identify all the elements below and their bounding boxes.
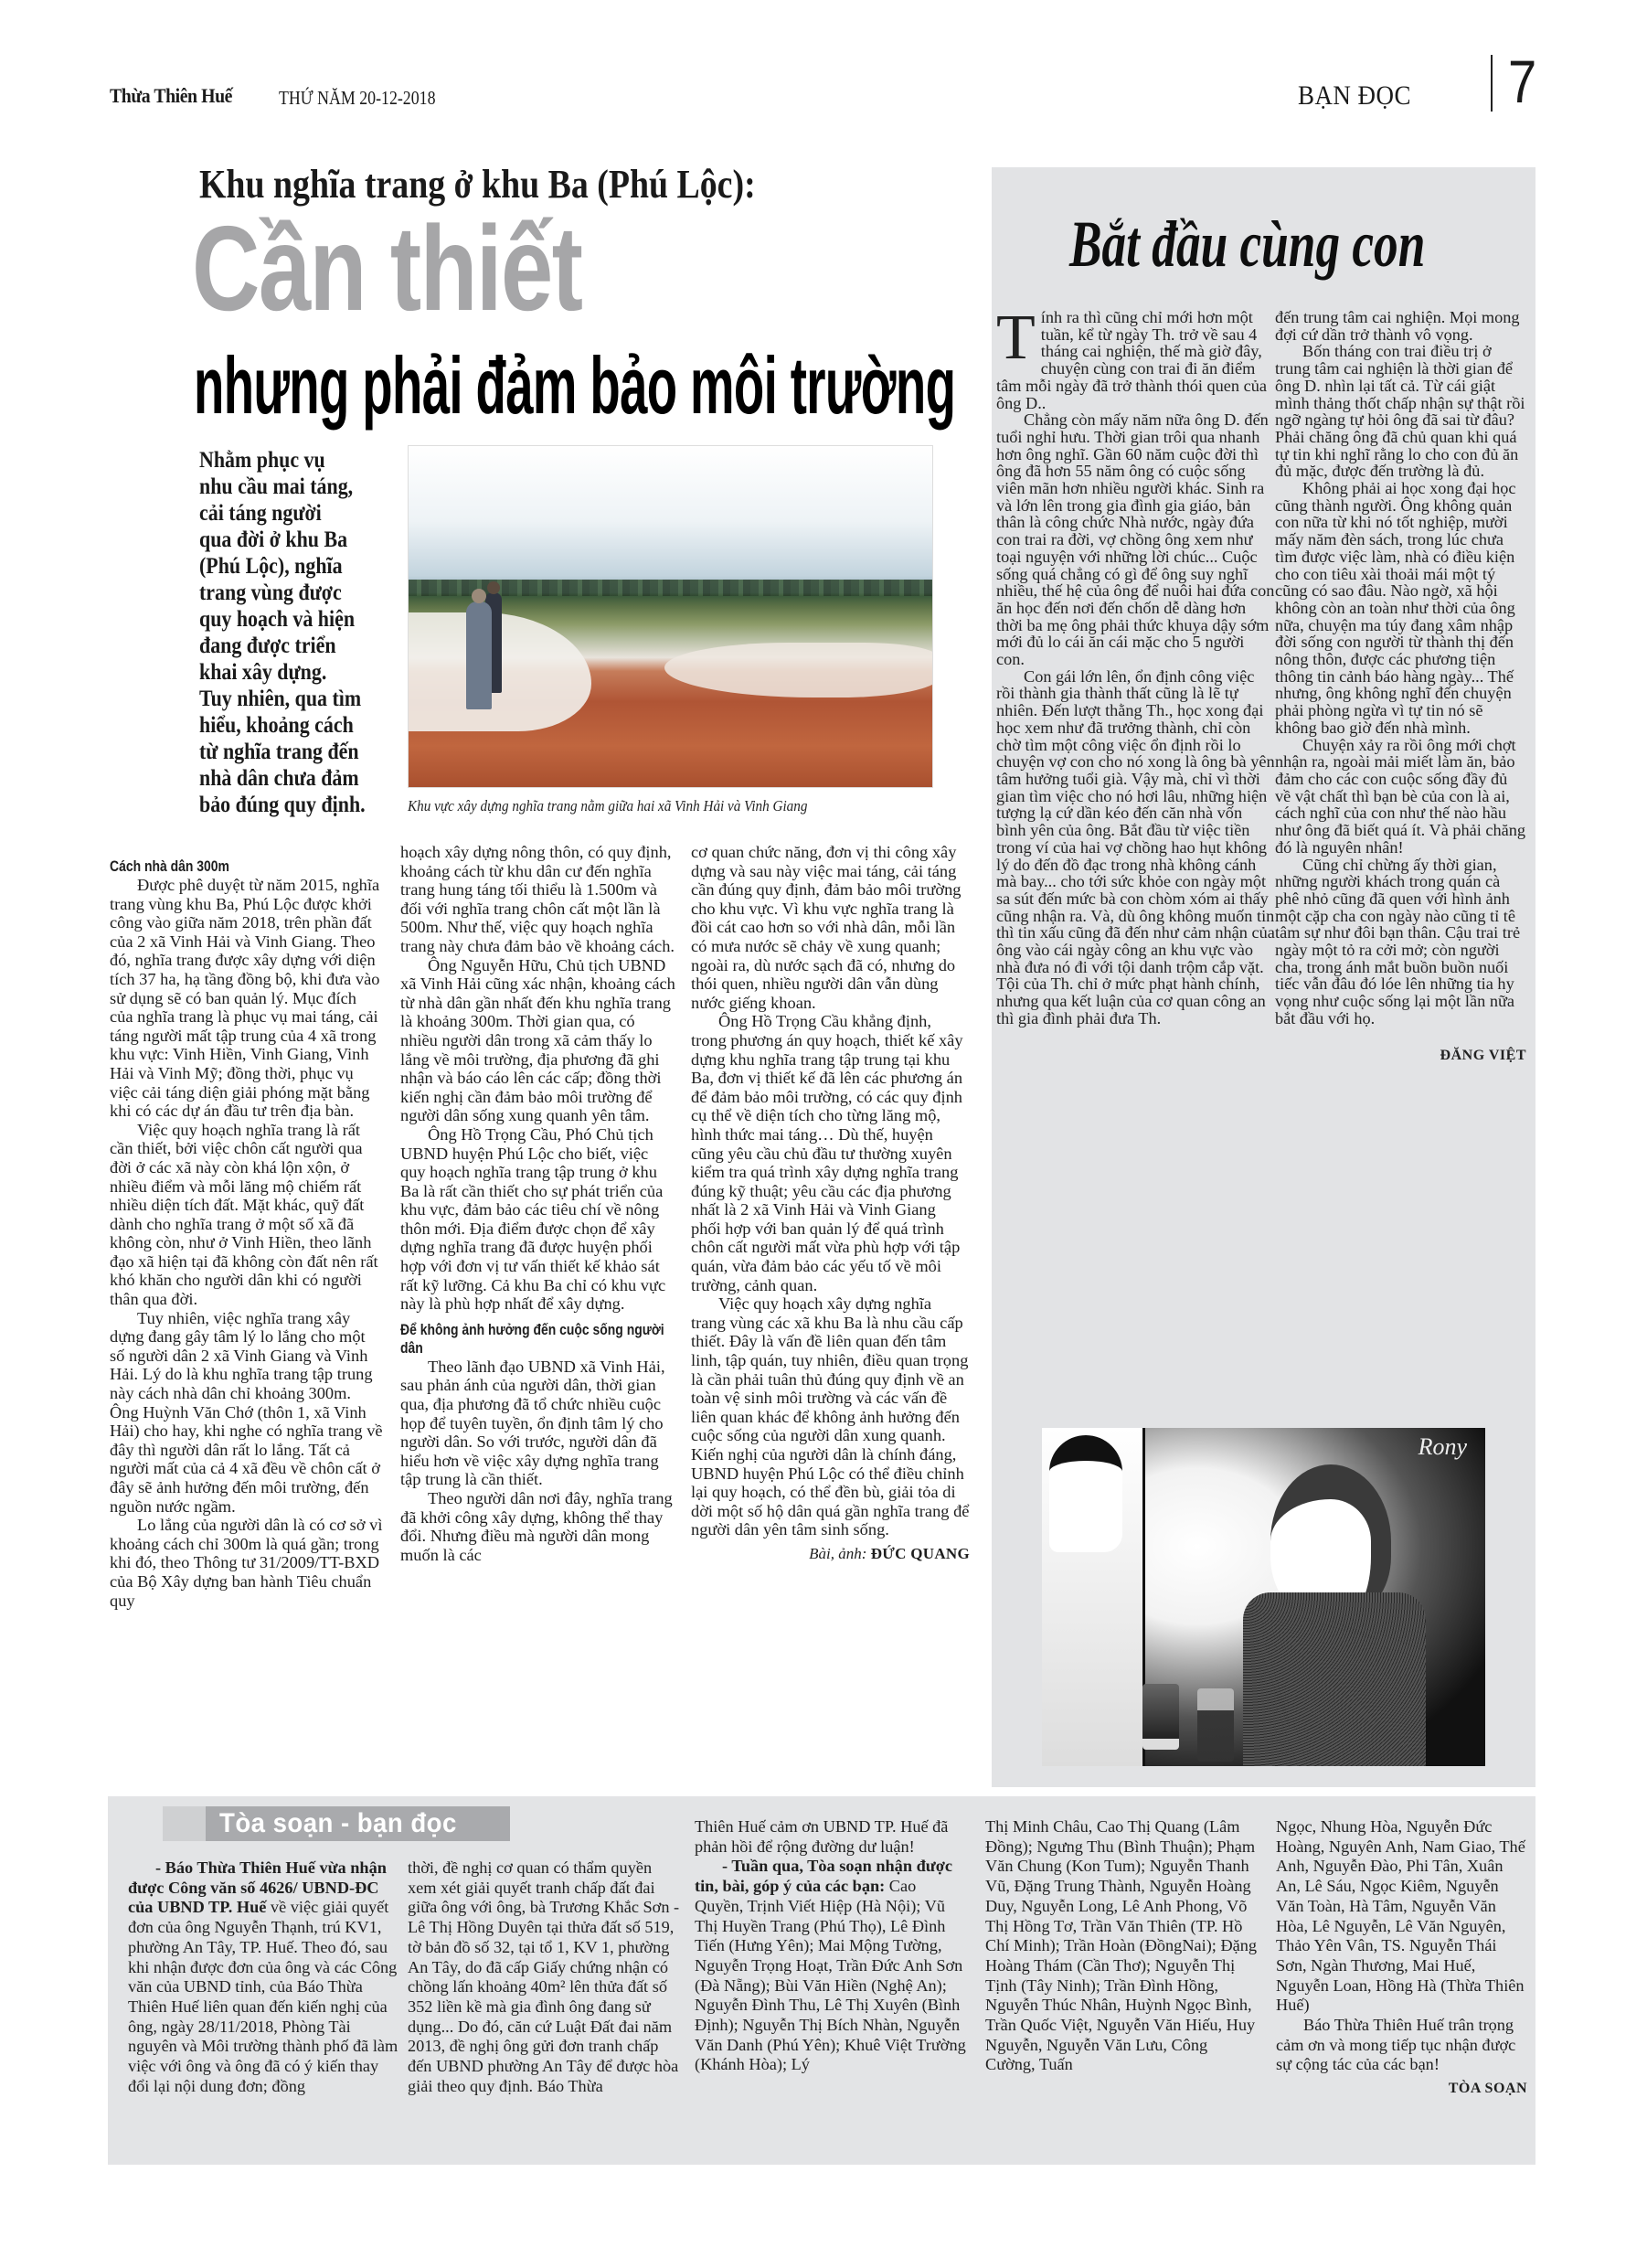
paragraph: Ông Nguyễn Hữu, Chủ tịch UBND xã Vinh Hải cũng xác nhận, khoảng cách từ nhà dân gần nhất đến khu nghĩa trang là khoảng 300m. Thời gian qua, có nhiều người dân trong xã cảm thấy lo lắng về môi trường, địa phương đã ghi nhận và báo cáo lên các cấp; đồng thời kiến nghị cần đảm bảo môi trường để người dân sống xung quanh yên tâm. bbox=[400, 955, 675, 1125]
page-divider bbox=[1491, 55, 1493, 112]
lead-line: bảo đúng quy định. bbox=[199, 791, 366, 817]
letters-column-5 bbox=[1276, 1817, 1527, 2099]
artist-signature: Rony bbox=[1418, 1433, 1467, 1460]
article-kicker: Khu nghĩa trang ở khu Ba (Phú Lộc): bbox=[199, 162, 756, 207]
lead-line: quy hoạch và hiện bbox=[199, 605, 356, 632]
coffee-filter-icon bbox=[1142, 1684, 1179, 1750]
paragraph: Con gái lớn lên, ổn định công việc rồi thành gia thành thất cũng là lẽ tự nhiên. Đến lượt thằng Th., học xong đại học xem như đã trưởng thành, chỉ còn chờ tìm một công việc ổn định rồi lo chuyện vợ con cho nó xong là ông bà yên tâm hưởng tuổi già. Vậy mà, chỉ vì thời gian tìm việc cho nó hơi lâu, những hiện tượng lạ cứ dần kéo đến căn nhà vốn bình yên của ông. Bắt đầu từ việc tiền trong ví của hai vợ chồng hao hụt không lý do đến đồ đạc trong nhà không cánh mà bay... cho tới sức khỏe con ngày một sa sút đến mức bà con chòm xóm ai thấy cũng nhận ra. Và, dù ông không muốn tin thì tin xấu cũng đã đến như cảm nhận của ông vào cái ngày công an khu vực vào nhà đưa nó đi với tội danh trộm cắp vặt. Tội của Th. chỉ ở mức phạt hành chính, nhưng qua kết luận của cơ quan công an thì gia đình phải đưa Th. bbox=[996, 666, 1275, 1028]
illustration-son-figure bbox=[1252, 1464, 1426, 1766]
paragraph: Chẳng còn mấy năm nữa ông D. đến tuổi nghỉ hưu. Thời gian trôi qua nhanh hơn ông nghĩ. Gần 60 năm cuộc đời thì ông đã hơn 55 năm ông có cuộc sống viên mãn hơn nhiều người khác. Sinh ra và lớn lên trong gia đình gia giáo, bản thân là công chức Nhà nước, ngày đứa con trai ra đời, vợ chồng ông xem như toại nguyện với những lời chúc... Cuộc sống quá chẳng có gì để ông suy nghĩ nhiều, thế hệ của ông để nuôi hai đứa con ăn học đến nơi đến chốn dễ dàng hơn thời ba mẹ ông phải thức khuya dậy sớm mới đủ lo cái ăn cái mặc cho 5 người con. bbox=[996, 410, 1275, 669]
photo-person bbox=[466, 602, 492, 709]
byline-author: ĐỨC QUANG bbox=[870, 1544, 970, 1562]
paragraph bbox=[128, 1858, 400, 2096]
paragraph-text: ính ra thì cũng chỉ mới hơn một tuần, kể từ ngày Th. trở về sau 4 tháng cai nghiện, thế mà giờ đây, chuyện cùng con trai đi ăn điểm tâm mỗi ngày đã trở thành thói quen của ông D.. bbox=[996, 308, 1267, 412]
article1-column-3 bbox=[691, 843, 970, 1564]
photo-caption: Khu vực xây dựng nghĩa trang nằm giữa hai xã Vinh Hải và Vinh Giang bbox=[408, 797, 808, 815]
article-headline-sub: nhưng phải đảm bảo môi trường bbox=[194, 340, 956, 431]
story-column-1 bbox=[996, 303, 1276, 1028]
illustration-father-figure bbox=[1042, 1428, 1145, 1766]
article1-column-1 bbox=[110, 857, 384, 1610]
story-title: Bắt đầu cùng con bbox=[1069, 208, 1426, 281]
lead-line: trang vùng được bbox=[199, 579, 342, 605]
letters-column-1 bbox=[128, 1858, 400, 2096]
paragraph: Ngọc, Nhung Hòa, Nguyễn Đức Hoàng, Nguyên Anh, Nam Giao, Thế Anh, Nguyễn Đào, Phi Tân, Xuân An, Lê Sáu, Ngọc Kiêm, Nguyễn Văn Toàn, Hà Tâm, Nguyễn Văn Hòa, Lê Nguyễn, Lê Văn Nguyên, Thảo Yên Vân, TS. Nguyễn Thái Sơn, Ngàn Thương, Mai Huế, Nguyễn Loan, Hồng Hà (Thừa Thiên Huế) bbox=[1276, 1817, 1525, 2015]
paragraph: Theo lãnh đạo UBND xã Vinh Hải, sau phản ánh của người dân, thời gian qua, địa phương đã tổ chức nhiều cuộc họp để tuyên tuyền, ổn định tâm lý cho người dân. So với trước, người dân đã hiểu hơn về việc xây dựng nghĩa trang tập trung là cần thiết. bbox=[400, 1357, 665, 1489]
lead-line: nhu cầu mai táng, bbox=[199, 473, 354, 499]
paragraph: Báo Thừa Thiên Huế trân trọng cảm ơn và mong tiếp tục nhận được sự cộng tác của các bạn! bbox=[1276, 2016, 1516, 2074]
paragraph: Được phê duyệt từ năm 2015, nghĩa trang vùng khu Ba, Phú Lộc được khởi công vào giữa năm 2018, trên phần đất của 2 xã Vinh Hải và Vinh Giang. Theo đó, nghĩa trang được xây dựng với diện tích 37 ha, hạ tầng đồng bộ, khi đưa vào sử dụng sẽ có ban quản lý. Mục đích của nghĩa trang là phục vụ mai táng, cải táng người mất tập trung của 4 xã trong khu vực: Vinh Hiền, Vinh Giang, Vinh Hải và Vinh Mỹ; đồng thời, phục vụ việc cải táng diện giải phóng mặt bằng khi có các dự án đầu tư trên địa bàn. bbox=[110, 876, 380, 1121]
paragraph: Việc quy hoạch nghĩa trang là rất cần thiết, bởi việc chôn cất người qua đời ở các xã này còn khá lộn xộn, ở nhiều điểm và mỗi lăng mộ chiếm rất nhiều diện tích đất. Mặt khác, quỹ đất dành cho nghĩa trang ở một số xã đã không còn, như ở Vinh Hiền, theo lãnh đạo xã hiện tại đã không còn đất nên rất khó khăn cho người dân khi có người thân qua đời. bbox=[110, 1120, 378, 1309]
masthead: Thừa Thiên Huế bbox=[110, 84, 232, 107]
paragraph: hoạch xây dựng nông thôn, có quy định, khoảng cách từ khu dân cư đến nghĩa trang hung táng tối thiểu là 1.500m và đối với nghĩa trang chôn cất một lần là 500m. Như thế, việc quy hoạch nghĩa trang này chưa đảm bảo về khoảng cách. bbox=[400, 843, 675, 955]
lead-line: cải táng người bbox=[199, 499, 322, 526]
paragraph: Không phải ai học xong đại học cũng thành người. Ông không quản con nữa từ khi nó tốt nghiệp, mười mấy năm đèn sách, trong lúc chưa tìm được việc làm, nhà có điều kiện cho con tiêu xài thoải mái một tý cũng có sao đâu. Nào ngờ, xã hội không còn an toàn như thời của ông nữa, chuyện ma túy đang xâm nhập đời sống con người từ thành thị đến nông thôn, được các phương tiện thông tin cảnh báo hàng ngày... Thế nhưng, ông không nghĩ đến chuyện phải phòng ngừa vì tự tin nó sẽ không bao giờ đến nhà mình. bbox=[1275, 479, 1516, 737]
lead-line: Nhằm phục vụ bbox=[199, 446, 325, 473]
paragraph-text: về việc giải quyết đơn của ông Nguyễn Thạnh, trú KV1, phường An Tây, TP. Huế. Theo đó, sau khi nhận được đơn của ông và các Công văn của UBND tỉnh, của Báo Thừa Thiên Huế liên quan đến kiến nghị của ông, ngày 28/11/2018, Phòng Tài nguyên và Môi trường thành phố đã làm việc với ông và ông đã có ý kiến thay đổi lại nội dung đơn; đồng bbox=[128, 1898, 398, 2095]
paragraph: Cũng chỉ chừng ấy thời gian, những người khách trong quán cà phê nhỏ cũng đã quen với hình ảnh một cặp cha con ngày nào cũng tỉ tê tâm sự như đôi bạn thân. Cậu trai trẻ ngày một tỏ ra cởi mở; còn người cha, trong ánh mắt buồn buồn nuối tiếc vẫn đâu đó lóe lên những tia hy vọng như cuộc sống lại một lần nữa bắt đầu với họ. bbox=[1275, 855, 1521, 1028]
byline-label: Bài, ảnh: bbox=[809, 1544, 867, 1562]
paragraph: đến trung tâm cai nghiện. Mọi mong đợi cứ dần trở thành vô vọng. bbox=[1275, 308, 1520, 344]
lead-line: từ nghĩa trang đến bbox=[199, 738, 359, 764]
lead-line: đang được triển bbox=[199, 632, 336, 658]
lead-line: Tuy nhiên, qua tìm bbox=[199, 685, 362, 711]
paragraph: Việc quy hoạch xây dựng nghĩa trang vùng các xã khu Ba là nhu cầu cấp thiết. Đây là vấn đề liên quan đến tâm linh, tập quán, tuy nhiên, điều quan trọng là cần phải tuân thủ đúng quy định về an toàn vệ sinh môi trường và các vấn đề liên quan khác để không ảnh hưởng đến cuộc sống của người dân xung quanh. Kiến nghị của người dân là chính đáng, UBND huyện Phú Lộc có thể điều chỉnh lại quy hoạch, có thể đền bù, giải tỏa di dời một số hộ dân quá gần nghĩa trang để người dân yên tâm sinh sống. bbox=[691, 1294, 970, 1539]
story-author: ĐĂNG VIỆT bbox=[1440, 1047, 1526, 1063]
paragraph: Bốn tháng con trai điều trị ở trung tâm cai nghiện là thời gian để ông D. nhìn lại tất cả. Từ cái giật mình thảng thốt chấp nhận sự thật rồi ngỡ ngàng tự hỏi ông đã sai từ đâu? Phải chăng ông đã chủ quan khi quá tự tin khi nghĩ rằng lo cho con đủ ăn đủ mặc, được đến trường là đủ. bbox=[1275, 342, 1525, 481]
lead-line: qua đời ở khu Ba bbox=[199, 526, 348, 552]
letters-column-4 bbox=[985, 1817, 1259, 2075]
paragraph bbox=[695, 1857, 969, 2075]
paragraph: Theo người dân nơi đây, nghĩa trang đã khởi công xây dựng, không thể thay đổi. Nhưng điều mà người dân mong muốn là các bbox=[400, 1489, 673, 1564]
paragraph: Tuy nhiên, việc nghĩa trang xây dựng đang gây tâm lý lo lắng cho một số người dân 2 xã Vinh Giang và Vinh Hải. Lý do là khu nghĩa trang tập trung này cách nhà dân chỉ khoảng 300m. Ông Huỳnh Văn Chớ (thôn 1, xã Vinh Hải) cho hay, khi nghe có nghĩa trang về đây thì người dân rất lo lắng. Tất cả người mất của cả 4 xã đều về chôn cất ở đây sẽ ảnh hưởng đến môi trường, đến nguồn nước ngầm. bbox=[110, 1308, 383, 1516]
paragraph: Thiên Huế cảm ơn UBND TP. Huế đã phản hồi để rộng đường dư luận! bbox=[695, 1817, 949, 1856]
subhead: Để không ảnh hưởng đến cuộc sống người dân bbox=[400, 1320, 664, 1357]
illustration-body bbox=[1243, 1592, 1426, 1766]
letters-banner-accent bbox=[163, 1806, 206, 1841]
paragraph-text: Cao Quyền, Trịnh Viết Hiệp (Hà Nội); Vũ Thị Huyền Trang (Phú Thọ), Lê Đình Tiến (Hưng Yên); Mai Mộng Tường, Nguyễn Trọng Hoạt, Trần Đức Anh Sơn (Đà Nẵng); Bùi Văn Hiền (Nghệ An); Nguyễn Đình Thu, Lê Thị Xuyên (Bình Định); Nguyễn Thị Bích Nhàn, Nguyễn Văn Danh (Phú Yên); Khuê Việt Trường (Khánh Hòa); Lý bbox=[695, 1877, 966, 2074]
letters-signature: TÒA SOẠN bbox=[1448, 2081, 1527, 2097]
byline bbox=[691, 1545, 970, 1564]
lead-line: khai xây dựng. bbox=[199, 658, 327, 685]
section-title: BẠN ĐỌC bbox=[1298, 80, 1411, 111]
lead-line: (Phú Lộc), nghĩa bbox=[199, 552, 343, 579]
lead-line: nhà dân chưa đảm bbox=[199, 764, 359, 791]
paragraph-lead: - Tuần qua, Tòa soạn nhận được tin, bài, góp ý của các bạn: bbox=[695, 1857, 952, 1896]
article1-column-2 bbox=[400, 843, 676, 1564]
page-number: 7 bbox=[1508, 48, 1537, 115]
photo-sand bbox=[664, 643, 933, 697]
paragraph: Ông Hồ Trọng Cầu, Phó Chủ tịch UBND huyện Phú Lộc cho biết, việc quy hoạch nghĩa trang tập trung ở khu Ba là rất cần thiết cho sự phát triển của khu vực, đảm bảo các tiêu chí về nông thôn mới. Địa điểm được chọn để xây dựng nghĩa trang đã được huyện phối hợp với đơn vị tư vấn thiết kế khảo sát rất kỹ lưỡng. Cả khu Ba chỉ có khu vực này là phù hợp nhất để xây dựng. bbox=[400, 1124, 666, 1314]
letters-banner-title: Tòa soạn - bạn đọc bbox=[219, 1808, 457, 1838]
paragraph: thời, đề nghị cơ quan có thẩm quyền xem xét giải quyết tranh chấp đất đai giữa ông với ông, bà Trương Khắc Sơn -Lê Thị Hồng Duyên tại thửa đất số 519, tờ bản đồ số 32, tại tổ 1, KV 1, phường An Tây, do đã cấp Giấy chứng nhận có chồng lấn khoảng 40m² lên thửa đất số 352 liền kề mà gia đình ông đang sử dụng... Do đó, căn cứ Luật Đất đai năm 2013, đề nghị ông gửi đơn tranh chấp đến UBND phường An Tây để được hòa giải theo quy định. Báo Thừa bbox=[408, 1858, 680, 2095]
cemetery-site-photo bbox=[408, 445, 933, 788]
coffee-glass-icon bbox=[1197, 1688, 1234, 1762]
story-column-2 bbox=[1275, 309, 1526, 1064]
issue-date: THỨ NĂM 20-12-2018 bbox=[279, 87, 436, 109]
letters-column-3 bbox=[695, 1817, 969, 2075]
letters-column-2 bbox=[408, 1858, 680, 2096]
paragraph bbox=[996, 303, 1276, 412]
article-headline-main: Cần thiết bbox=[192, 201, 582, 335]
paragraph: Ông Hồ Trọng Cầu khẳng định, trong phương án quy hoạch, thiết kế xây dựng khu nghĩa trang tập trung tại khu Ba, đơn vị thiết kế đã lên các phương án để đảm bảo môi trường, có các quy định cụ thể về diện tích cho từng lăng mộ, hình thức mai táng… Dù thế, huyện cũng yêu cầu chủ đầu tư thường xuyên kiểm tra quá trình xây dựng nghĩa trang đúng kỹ thuật; yêu cầu các địa phương nhất là 2 xã Vinh Hải và Vinh Giang phối hợp với ban quản lý để quá trình chôn cất người mất vừa phù hợp với tập quán, vừa đảm bảo các yếu tố về môi trường, cảnh quan. bbox=[691, 1012, 963, 1294]
drop-cap: T bbox=[996, 303, 1036, 373]
paragraph: cơ quan chức năng, đơn vị thi công xây dựng và sau này việc mai táng, cải táng cần đúng quy định, đảm bảo môi trường cho khu vực. Vì khu vực nghĩa trang là đồi cát cao hơn so với nhà dân, mỗi lần có mưa nước sẽ chảy về xung quanh; ngoài ra, dù nước sạch đã có, nhưng do thói quen, nhiều người dân vẫn dùng nước giếng khoan. bbox=[691, 843, 962, 1012]
lead-line: hiểu, khoảng cách bbox=[199, 711, 354, 738]
paragraph-lead: - Báo Thừa Thiên Huế vừa nhận được Công văn số 4626/ UBND-ĐC của UBND TP. Huế bbox=[128, 1858, 387, 1917]
article-lead bbox=[199, 446, 365, 817]
father-son-cafe-illustration bbox=[1042, 1428, 1485, 1766]
paragraph: Thị Minh Châu, Cao Thị Quang (Lâm Đồng); Ngưng Thu (Bình Thuận); Phạm Văn Chung (Kon Tum); Nguyễn Thanh Vũ, Đặng Trung Thành, Nguyễn Hoàng Duy, Nguyễn Long, Lê Anh Phong, Võ Thị Hồng Tơ, Trần Văn Thiên (TP. Hồ Chí Minh); Trần Hoàn (ĐồngNai); Đặng Hoàng Thám (Cần Thơ); Nguyễn Thị Tịnh (Tây Ninh); Trần Đình Hồng, Nguyễn Thúc Nhân, Huỳnh Ngọc Bình, Trần Quốc Việt, Nguyễn Văn Hiếu, Huy Nguyễn, Nguyễn Văn Lưu, Công Cường, Tuấn bbox=[985, 1817, 1258, 2074]
subhead: Cách nhà dân 300m bbox=[110, 857, 229, 875]
paragraph: Chuyện xảy ra rồi ông mới chợt nhận ra, ngoài mải miết làm ăn, bảo đảm cho các con cuộc sống đầy đủ về vật chất thì bạn bè của con là ai, cách nghĩ của con như thế nào hầu như ông đã biết quá ít. Và phải chăng đó là nguyên nhân! bbox=[1275, 735, 1526, 857]
paragraph: Lo lắng của người dân là có cơ sở vì khoảng cách chỉ 300m là quá gần; trong khi đó, theo Thông tư 31/2009/TT-BXD của Bộ Xây dựng ban hành Tiêu chuẩn quy bbox=[110, 1516, 383, 1610]
